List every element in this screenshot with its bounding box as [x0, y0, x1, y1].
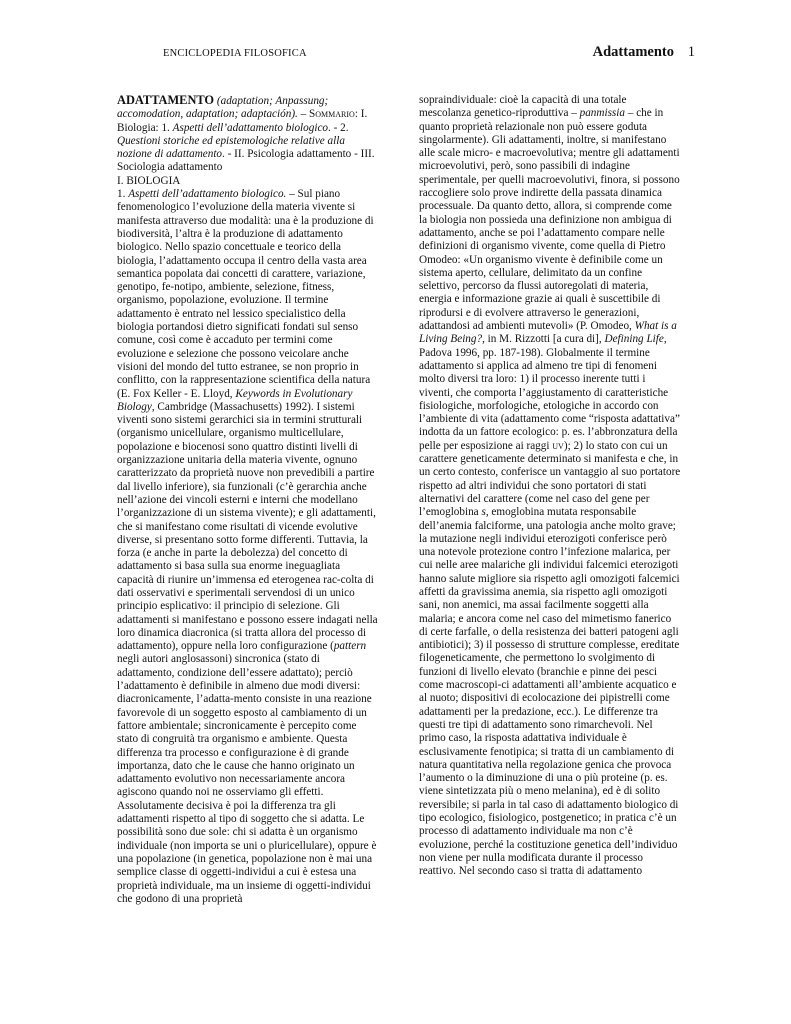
right-text-d: , Padova 1996, pp. 187-198). Globalmente il termine adattamento si applica ad almeno tre tipi di fenomeni molto diversi tra loro: 1) il processo inerente tutti i viventi, che comporta l’aggiustamento di caratteristiche fisiologiche, morfologiche, etologiche in accordo con l’ambiente di vita (adattamento come “risposta adattativa” indotta da un fattore ecologico: p. es. l’abbronzatura della pelle per esposizione ai raggi [419, 333, 680, 452]
summary-part-3: . - II. Psicologia adattamento - III. Sociologia adattamento [117, 148, 375, 174]
summary-part-1-italic: Aspetti dell’adattamento biologico [172, 121, 328, 134]
header-entry-title: Adattamento [592, 44, 674, 60]
right-uv: uv [552, 439, 564, 452]
paragraph-1 [117, 188, 379, 906]
right-text-f: , emoglobina mutata responsabile dell’anemia falciforme, una patologia anche molto grave; la mutazione negli individui eterozigoti conferisce però una notevole protezione contro l’infezione malarica, per cui nelle aree malariche gli individui falcemici eterozigoti hanno salute migliore sia rispetto agli omozigoti falcemici affetti da gravissima anemia, sia rispetto agli omozigoti sani, non anemici, ma assai facilmente soggetti alla malaria; e ancora come nel caso del mimetismo fanerico di certe farfalle, o della resistenza dei batteri patogeni agli antibiotici); 3) il possesso di strutture complesse, ereditate filogeneticamente, che permettono lo svolgimento di funzioni di livello elevato (branchie e pinne dei pesci come macroscopi-ci adattamenti all’ambiente acquatico e al nuoto; dispositivi di ecolocazione dei pipistrelli come adattamenti per la predazione, ecc.). Le differenze tra questi tre tipi di adattamento sono rimarchevoli. Nel primo caso, la risposta adattativa individuale è esclusivamente fenotipica; si tratta di un cambiamento di natura quantitativa nella regolazione genica che provoca l’aumento o la diminuzione di una o più proteine (p. es. viene sintetizzata più o meno melanina), ed è di solito reversibile; si parla in tal caso di adattamento biologico di tipo ecologico, fisiologico, postgenetico; in pratica c’è un processo di adattamento individuale ma non c’è evoluzione, perché la costituzione genetica dell’individuo non viene per nulla modificata durante il processo reattivo. Nel secondo caso si tratta di adattamento [419, 506, 680, 878]
right-text-e: ); 2) lo stato con cui un carattere geneticamente determinato si manifesta e che, in un certo contesto, conferisce un vantaggio al suo portatore rispetto ad altri individui che sono portatori di stati alternativi del carattere (come nel caso del gene per l’emoglobina [419, 439, 681, 519]
paragraph-1-title: Aspetti dell’adattamento biologico. [128, 188, 287, 201]
paragraph-1-text-c: negli autori anglosassoni) sincronica (stato di adattamento, condizione dell’essere adattato); perciò l’adattamento è definibile in almeno due modi diversi: diacronicamente, l’adatta-mento consiste in una reazione favorevole di un soggetto esposto al cambiamento di un fattore ambientale; sincronicamente è percepito come stato di congruità tra organismo e ambiente. Questa differenza tra processo e configurazione è di grande importanza, dato che le cause che hanno originato un adattamento evolutivo non necessariamente ancora agiscono quando noi ne osserviamo gli effetti. Assolutamente decisiva è poi la differenza tra gli adattamenti rispetto al tipo di soggetto che si adatta. Le possibilità sono due sole: chi si adatta è un organismo individuale (non importa se uni o pluricellulare), oppure è una popolazione (in genetica, popolazione non è mai una semplice classe di oggetti-individui a cui è estesa una proprietà individuale, ma un insieme di oggetti-individui che godono di una proprietà [117, 653, 377, 905]
running-header [0, 44, 791, 66]
left-column [117, 94, 379, 906]
header-journal-title: ENCICLOPEDIA FILOSOFICA [163, 48, 307, 59]
entry-title: ADATTAMENTO [117, 93, 215, 107]
right-column [419, 94, 681, 879]
right-book-title-1: What is a Living Being? [419, 320, 677, 346]
header-page-number: 1 [687, 44, 695, 60]
right-text-a: sopraindividuale: cioè la capacità di una totale mescolanza genetico-riproduttiva – [419, 94, 627, 120]
right-hemoglobin-s: s [481, 506, 486, 519]
paragraph-1-pattern: pattern [333, 640, 367, 653]
entry-title-variants: (adaptation; Anpassung; accomodation, adaptation; adaptación). [117, 95, 329, 121]
summary-part-2-italic: Questioni storiche ed epistemologiche relative alla nozione di adattamento [117, 134, 345, 161]
right-text-b: – che in quanto proprietà relazionale non può essere goduta singolarmente). Gli adattamenti, inoltre, si manifestano alle scale micro- e macroevolutiva; mentre gli adattamenti microevolutivi, però, sono passibili di indagine sperimentale, per quelli macroevolutivi, finora, si possono raccogliere solo prove indirette della passata dinamica processuale. Da quanto detto, allora, si comprende come la biologia non possieda una definizione non ambigua di adattamento, anche se poi l’adattamento compare nelle definizioni di organismo vivente, come quella di Pietro Omodeo: «Un organismo vivente è definibile come un sistema aperto, cellulare, delimitato da un confine selettivo, percorso da flussi autoregolati di materia, energia e informazione grazie ai quali è suscettibile di riprodursi e di evolvere attraverso le generazioni, adattandosi ad ambienti mutevoli» (P. Omodeo, [419, 107, 680, 333]
summary-part-2: . - 2. [328, 121, 349, 134]
summary-part-1: : I. Biologia: 1. [117, 108, 368, 134]
paragraph-1-text-b: , Cambridge (Massachusetts) 1992). I sistemi viventi sono sistemi gerarchici sia in termini strutturali (organismo unicellulare, organismo multicellulare, popolazione e biocenosi sono quattro distinti livelli di organizzazione unitaria della materia vivente, ognuno caratterizzato da proprietà nuove non prevedibili a partire dal livello inferiore), sia funzionali (c’è gerarchia anche nell’azione dei vincoli esterni e interni che modellano l’organizzazione di un sistema vivente); e gli adattamenti, che si manifestano come risultati di vicende evolutive diverse, si presentano sotto forme differenti. Tuttavia, la forza (e anche in parte la debolezza) del concetto di adattamento si basa sulla sua enorme ineguagliata capacità di riunire un’immensa ed eterogenea rac-colta di dati osservativi e sperimentali servendosi di un unico principio esplicativo: il principio di selezione. Gli adattamenti si manifestano e possono essere indagati nella loro dinamica diacronica (si tratta allora del processo di adattamento), oppure nella loro configurazione ( [117, 400, 378, 653]
sommario-dash: – [297, 108, 310, 121]
right-book-title-2: Defining Life [604, 333, 664, 346]
right-text-c: , in M. Rizzotti [a cura di], [482, 333, 605, 346]
paragraph-continued [419, 94, 681, 879]
paragraph-1-number: 1. [117, 188, 129, 201]
entry-heading-block [117, 94, 379, 175]
paragraph-1-book-title: Keywords in Evolutionary Biology [117, 387, 353, 413]
sommario-label: Sommario [309, 108, 355, 121]
section-heading-biologia: I. BIOLOGIA [117, 174, 181, 187]
right-panmissia: panmissia [579, 107, 625, 120]
paragraph-1-text-a: – Sul piano fenomenologico l’evoluzione della materia vivente si manifesta attraverso due modalità: una è la produzione di biodiversità, l’altra è la produzione di adattamento biologico. Nello spazio concettuale e teorico della biologia, l’adattamento occupa il centro della vasta area semantica popolata dai concetti di carattere, variazione, genotipo, fe-notipo, ambiente, selezione, fitness, organismo, popolazione, evoluzione. Il termine adattamento è entrato nel lessico specialistico della biologia portandosi dietro significati fondati sul senso comune, così come è accaduto per termini come evoluzione e selezione che possono veicolare anche visioni del mondo del tutto estranee, se non proprio in conflitto, con la rappresentazione scientifica della natura (E. Fox Keller - E. Lloyd, [117, 188, 374, 400]
